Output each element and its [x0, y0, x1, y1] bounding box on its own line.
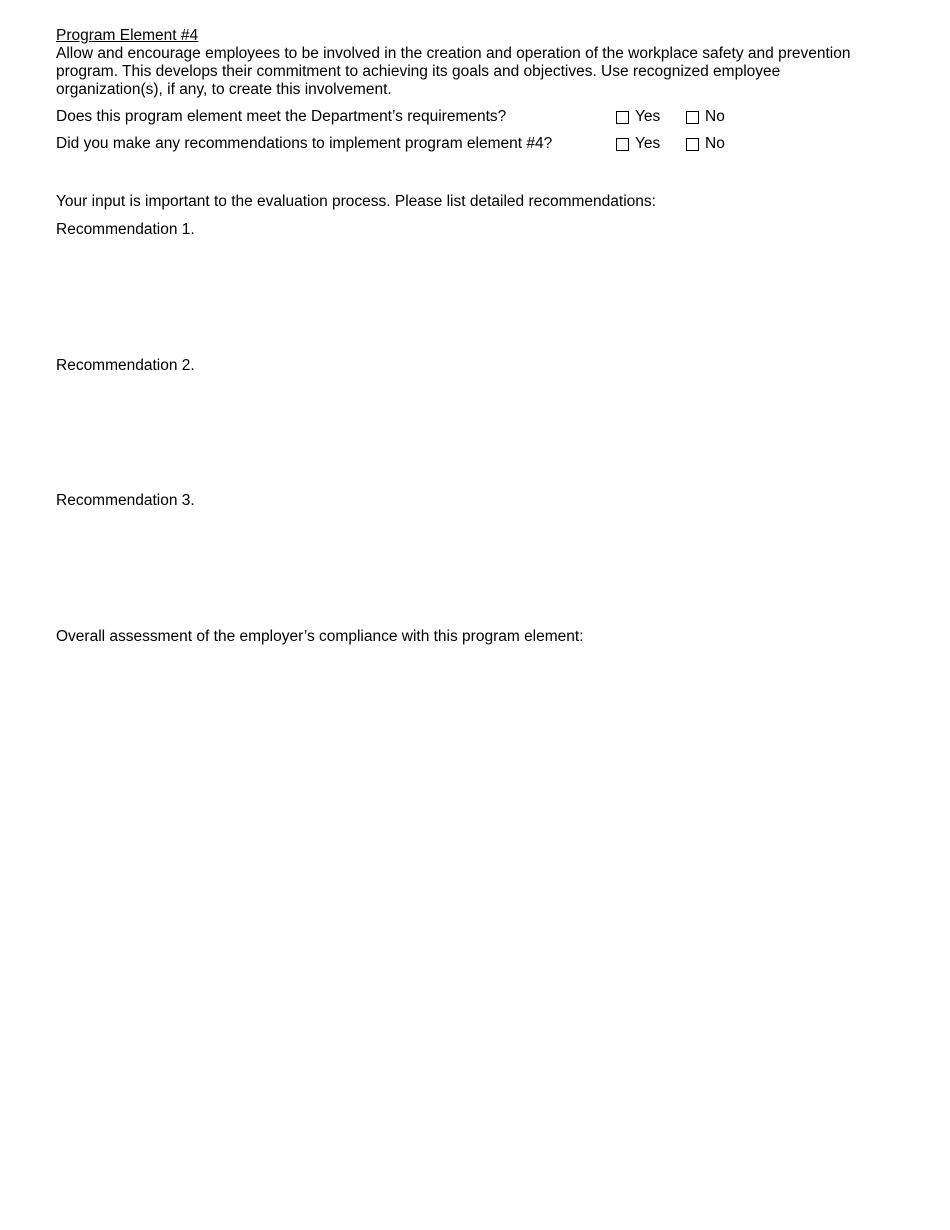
yes-option[interactable] [616, 134, 660, 154]
no-checkbox[interactable] [686, 138, 699, 151]
recommendation-1-label: Recommendation 1. [56, 221, 195, 238]
section-heading: Program Element #4 [56, 27, 199, 44]
recommendation-2-label: Recommendation 2. [56, 357, 195, 374]
question-row-requirements [56, 107, 816, 127]
yes-checkbox[interactable] [616, 138, 629, 151]
section-description: Allow and encourage employees to be involved in the creation and operation of the workplace safety and prevention program. This develops their commitment to achieving its goals and objectives. Use recognized employee organization(s), if any, to create this involvement. [56, 45, 851, 98]
input-prompt: Your input is important to the evaluation process. Please list detailed recommendations: [56, 193, 656, 210]
no-checkbox[interactable] [686, 111, 699, 124]
yes-label: Yes [635, 135, 661, 152]
question-text: Does this program element meet the Department’s requirements? [56, 108, 507, 125]
question-text: Did you make any recommendations to implement program element #4? [56, 135, 553, 152]
yes-checkbox[interactable] [616, 111, 629, 124]
recommendation-3-label: Recommendation 3. [56, 492, 195, 509]
program-element-section [56, 27, 876, 99]
no-label: No [705, 108, 725, 125]
overall-assessment-label: Overall assessment of the employer’s compliance with this program element: [56, 628, 584, 645]
yes-label: Yes [635, 108, 661, 125]
no-label: No [705, 135, 725, 152]
no-option[interactable] [686, 107, 725, 127]
no-option[interactable] [686, 134, 725, 154]
yes-option[interactable] [616, 107, 660, 127]
question-row-recommendations [56, 134, 816, 154]
